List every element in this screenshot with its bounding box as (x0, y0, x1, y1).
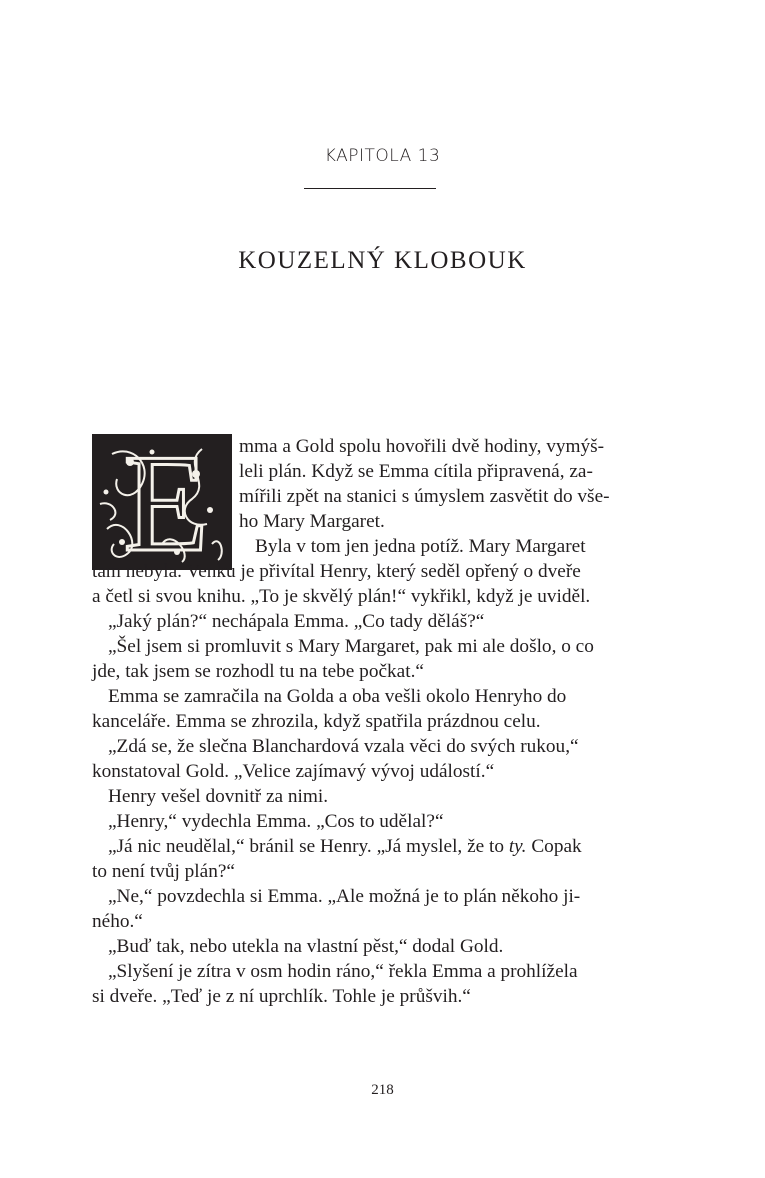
text-line: „Já nic neudělal,“ bránil se Henry. „Já myslel, že to ty. Copak (108, 836, 582, 857)
text-line: leli plán. Když se Emma cítila připravená, za- (239, 461, 593, 482)
text-line: „Ne,“ povzdechla si Emma. „Ale možná je to plán někoho ji- (108, 886, 581, 907)
text-line: „Zdá se, že slečna Blanchardová vzala věci do svých rukou,“ (108, 736, 579, 757)
text-line: kanceláře. Emma se zhrozila, když spatřila prázdnou celu. (92, 711, 541, 732)
chapter-title: KOUZELNÝ KLOBOUK (238, 247, 527, 274)
chapter-rule (304, 188, 436, 189)
text-line: „Slyšení je zítra v osm hodin ráno,“ řekla Emma a prohlížela (108, 961, 578, 982)
text-line: konstatoval Gold. „Velice zajímavý vývoj událostí.“ (92, 761, 495, 782)
text-line: mma a Gold spolu hovořili dvě hodiny, vymýš- (239, 436, 605, 457)
text-line: jde, tak jsem se rozhodl tu na tebe počkat.“ (92, 661, 424, 682)
page-number: 218 (371, 1082, 394, 1098)
text-line: ho Mary Margaret. (239, 511, 385, 532)
text-line: „Jaký plán?“ nechápala Emma. „Co tady děláš?“ (108, 611, 485, 632)
text-line: Byla v tom jen jedna potíž. Mary Margaret (255, 536, 586, 557)
text-line: to není tvůj plán?“ (92, 861, 235, 882)
text-line: mířili zpět na stanici s úmyslem zasvětit do vše- (239, 486, 610, 507)
chapter-label: KAPITOLA 13 (324, 146, 441, 166)
drop-cap-letter: E (123, 434, 209, 570)
text-line: „Šel jsem si promluvit s Mary Margaret, pak mi ale došlo, o co (108, 636, 594, 657)
text-line: „Buď tak, nebo utekla na vlastní pěst,“ dodal Gold. (108, 936, 504, 957)
text-line: „Henry,“ vydechla Emma. „Cos to udělal?“ (108, 811, 444, 832)
text-line: tam nebyla. Venku je přivítal Henry, který seděl opřený o dveře (92, 561, 581, 582)
text-line: ného.“ (92, 911, 143, 932)
text-line: si dveře. „Teď je z ní uprchlík. Tohle je průšvih.“ (92, 986, 471, 1007)
text-line: Emma se zamračila na Golda a oba vešli okolo Henryho do (108, 686, 567, 707)
chapter-body (92, 434, 649, 1009)
text-line: Henry vešel dovnitř za nimi. (108, 786, 329, 807)
text-line: a četl si svou knihu. „To je skvělý plán!“ vykřikl, když je uviděl. (92, 586, 591, 607)
